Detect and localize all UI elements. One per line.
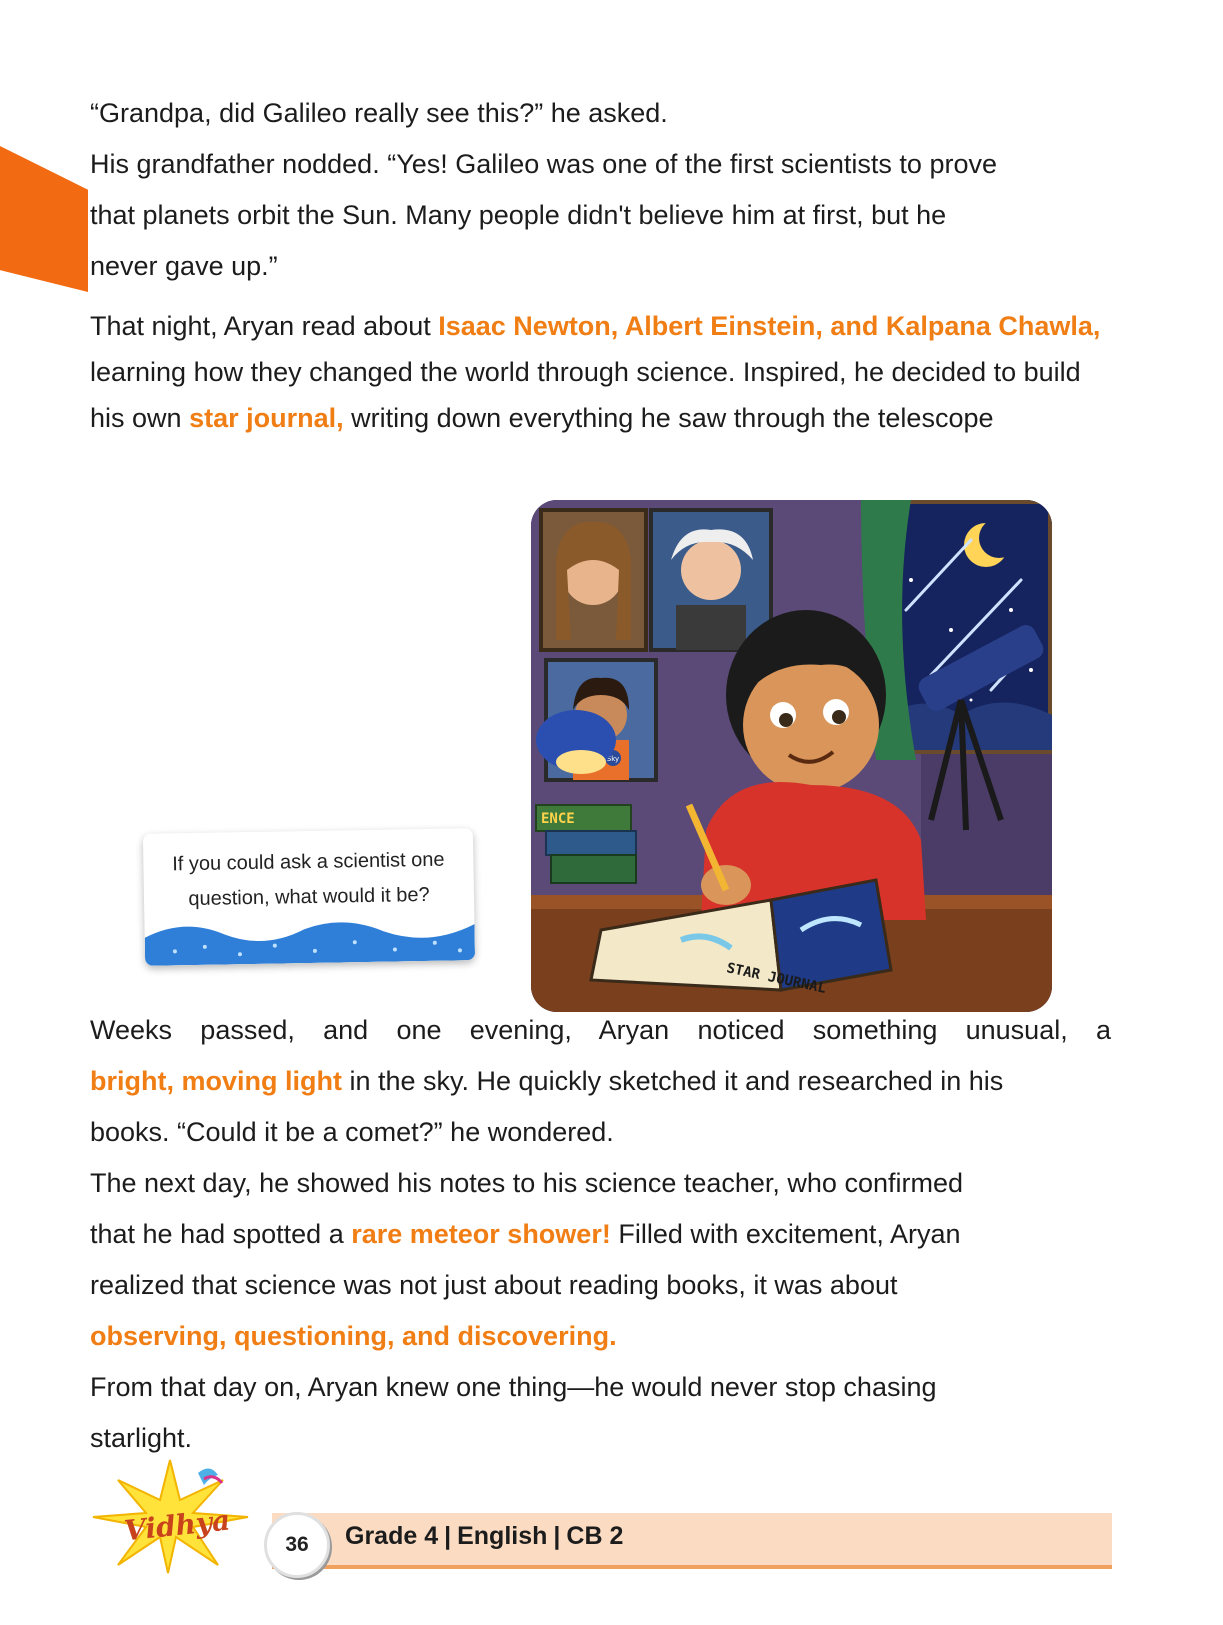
- story-paragraph: [90, 303, 1111, 441]
- story-line: starlight.: [90, 1423, 193, 1453]
- highlight-moving-light: bright, moving light: [90, 1066, 342, 1096]
- journal-label: STAR JOURNAL: [725, 960, 828, 997]
- footer-separator: |: [444, 1522, 452, 1550]
- question-card: [143, 828, 475, 966]
- story-text: Filled with excitement, Aryan: [610, 1219, 961, 1249]
- footer-book: CB 2: [566, 1522, 624, 1550]
- story-text: that he had spotted a: [90, 1219, 352, 1249]
- highlight-star-journal: star journal,: [189, 403, 344, 433]
- highlight-scientists: Isaac Newton, Albert Einstein, and Kalpana Chawla,: [438, 311, 1101, 341]
- story-line: His grandfather nodded. “Yes! Galileo was one of the first scientists to prove: [90, 149, 997, 179]
- page-number: 36: [264, 1512, 330, 1578]
- story-illustration: [531, 500, 1052, 1012]
- logo-text: Vidhya: [122, 1503, 232, 1548]
- story-block-3: [90, 1005, 1111, 1464]
- footer-separator: |: [553, 1522, 561, 1550]
- story-line: From that day on, Aryan knew one thing—he would never stop chasing: [90, 1372, 937, 1402]
- badge-label: Sky: [606, 755, 620, 763]
- corner-tab-decoration: [0, 146, 88, 292]
- highlight-meteor-shower: rare meteor shower!: [351, 1219, 611, 1249]
- question-line-2: question, what would it be?: [188, 883, 430, 911]
- story-line: realized that science was not just about reading books, it was about: [90, 1270, 898, 1300]
- story-text: learning how they changed the world through science. Inspired, he decided to build his own: [90, 357, 1081, 433]
- question-text: [151, 842, 466, 917]
- story-line: The next day, he showed his notes to his science teacher, who confirmed: [90, 1168, 963, 1198]
- story-line: never gave up.”: [90, 251, 278, 281]
- highlight-observing: observing, questioning, and discovering.: [90, 1321, 617, 1351]
- story-line: Weeks passed, and one evening, Aryan noticed something unusual, a: [90, 1015, 1111, 1045]
- story-line: books. “Could it be a comet?” he wondered.: [90, 1117, 614, 1147]
- question-card-wave-decoration: [144, 912, 475, 966]
- story-block-1: [90, 88, 1111, 292]
- story-text: writing down everything he saw through the telescope: [343, 403, 994, 433]
- story-line: [90, 1209, 1111, 1260]
- story-text: That night, Aryan read about: [90, 311, 439, 341]
- story-line: “Grandpa, did Galileo really see this?” he asked.: [90, 98, 668, 128]
- books-spine-label: ENCE: [541, 811, 575, 827]
- footer-subject: English: [457, 1522, 548, 1550]
- question-line-1: If you could ask a scientist one: [172, 848, 445, 876]
- footer-grade: Grade 4: [345, 1522, 439, 1550]
- story-line: [90, 1056, 1111, 1107]
- story-text: in the sky. He quickly sketched it and researched in his: [341, 1066, 1004, 1096]
- footer-course-info: [345, 1522, 623, 1551]
- story-block-2: [90, 303, 1111, 441]
- story-line: that planets orbit the Sun. Many people didn't believe him at first, but he: [90, 200, 947, 230]
